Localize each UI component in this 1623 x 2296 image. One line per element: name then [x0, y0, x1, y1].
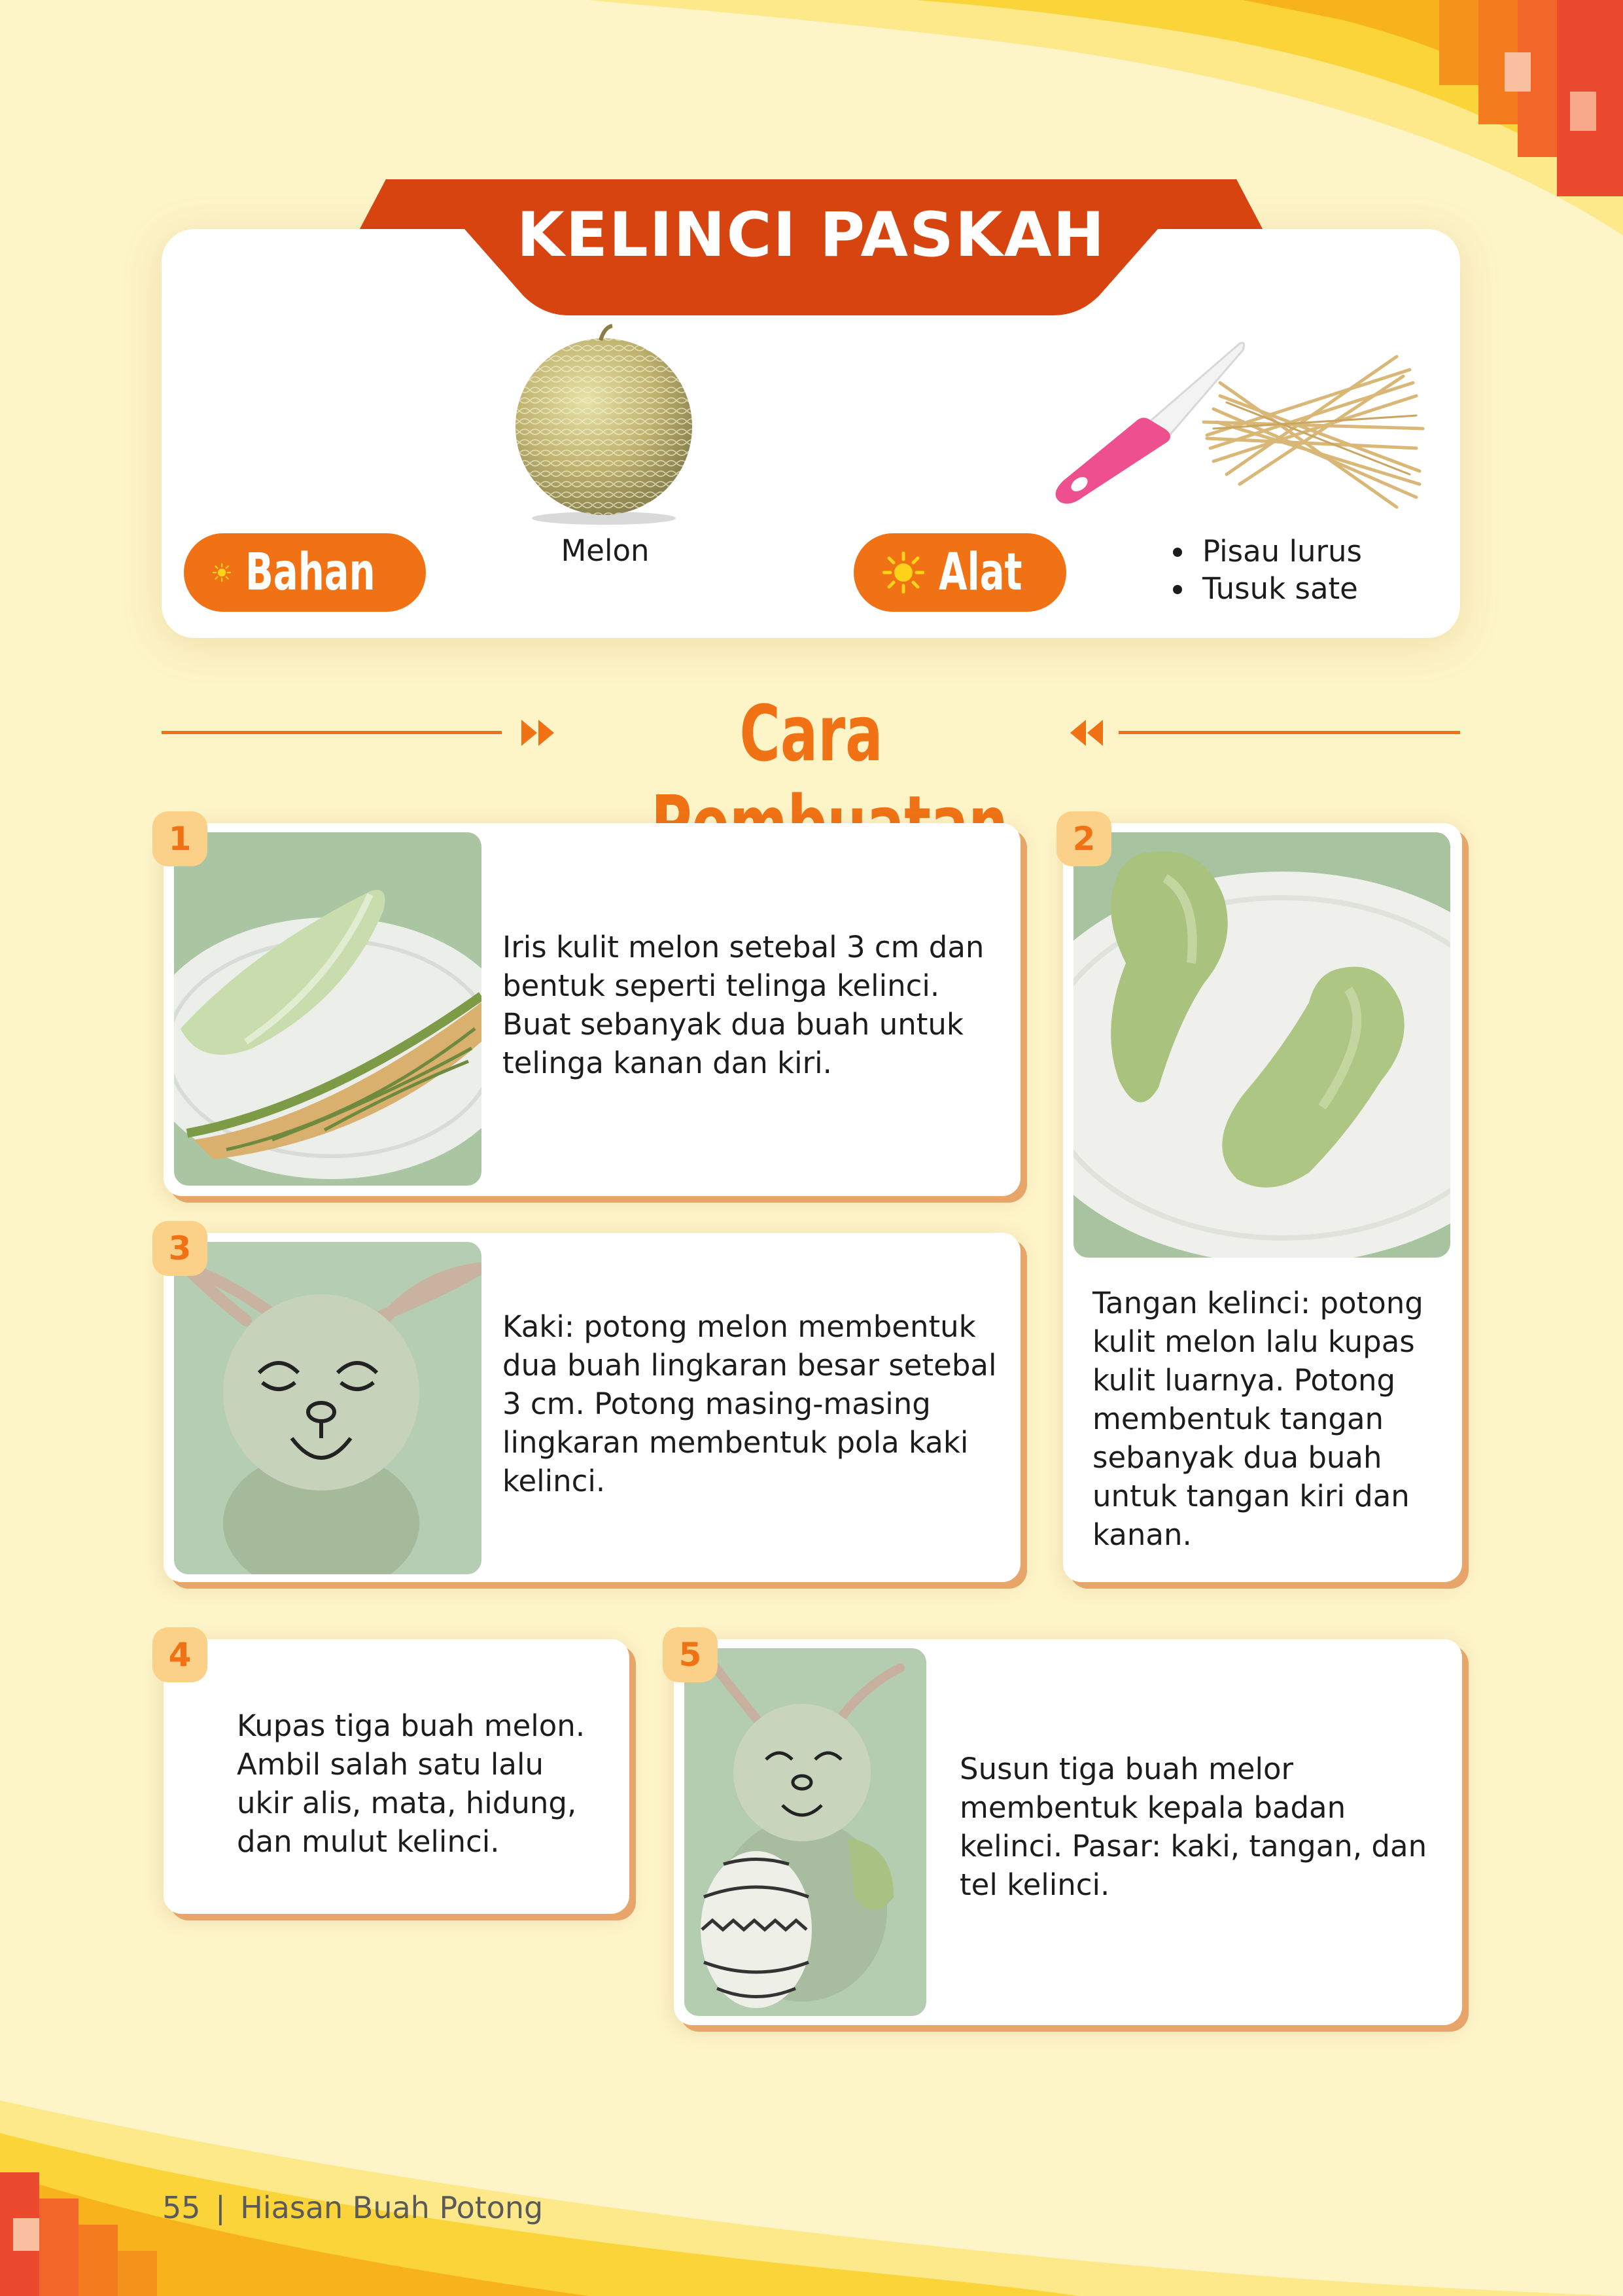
skewers-image — [1200, 344, 1426, 514]
step-1-photo — [174, 832, 481, 1186]
section-divider-left — [162, 731, 502, 734]
bahan-label-text: Bahan — [245, 543, 375, 602]
footer-separator: | — [215, 2190, 226, 2225]
step-5-photo — [684, 1648, 926, 2016]
alat-item: • Tusuk sate — [1196, 570, 1362, 607]
bottom-left-wave-decoration — [0, 2061, 1623, 2296]
step-number-badge: 4 — [152, 1627, 207, 1682]
step-3-text: Kaki: potong melon membentuk dua buah lingkaran besar setebal 3 cm. Potong masing-masing lingkaran membentuk pola kaki kelinci. — [502, 1309, 997, 1498]
step-number-badge: 1 — [152, 811, 207, 866]
alat-label — [854, 533, 1066, 612]
page-title: KELINCI PASKAH — [516, 200, 1106, 271]
alat-list — [1158, 533, 1362, 607]
step-number-badge: 3 — [152, 1221, 207, 1276]
step-4-text: Kupas tiga buah melon. Ambil salah satu lalu ukir alis, mata, hidung, dan mulut kelinci. — [237, 1708, 585, 1859]
sun-icon — [882, 552, 924, 593]
book-title: Hiasan Buah Potong — [240, 2190, 544, 2225]
step-5-text: Susun tiga buah melor membentuk kepala badan kelinci. Pasar: kaki, tangan, dan tel kelinci. — [960, 1752, 1427, 1902]
double-chevron-left-icon — [1066, 717, 1104, 749]
alat-label-text: Alat — [939, 543, 1022, 602]
melon-image — [509, 322, 699, 525]
step-1-text: Iris kulit melon setebal 3 cm dan bentuk seperti telinga kelinci. Buat sebanyak dua buah untuk telinga kanan dan kiri. — [502, 930, 985, 1080]
sun-icon — [213, 552, 231, 593]
double-chevron-right-icon — [520, 717, 558, 749]
page-footer — [162, 2190, 543, 2225]
step-2-text: Tangan kelinci: potong kulit melon lalu kupas kulit luarnya. Potong membentuk tangan sebanyak dua buah untuk tangan kiri dan kanan. — [1092, 1286, 1423, 1552]
page-number: 55 — [162, 2190, 201, 2225]
bahan-item: Melon — [561, 533, 650, 568]
alat-item: • Pisau lurus — [1196, 533, 1362, 570]
section-title: Cara — [739, 688, 883, 779]
section-divider-right — [1119, 731, 1460, 734]
bahan-label — [184, 533, 426, 612]
step-3-photo — [174, 1242, 481, 1574]
step-number-badge: 5 — [663, 1627, 718, 1682]
step-number-badge: 2 — [1056, 811, 1111, 866]
step-2-photo — [1073, 832, 1450, 1258]
